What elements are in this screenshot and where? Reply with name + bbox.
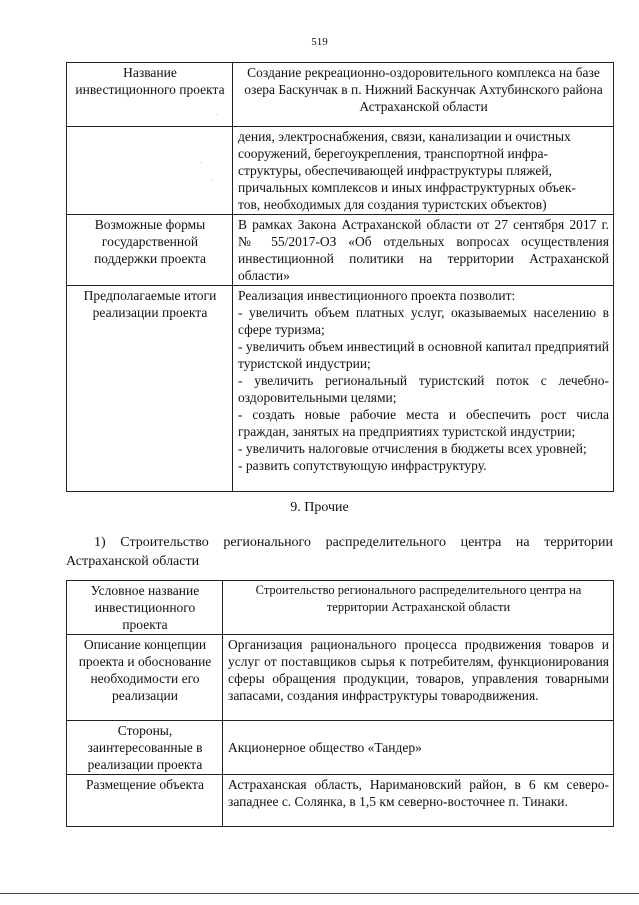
list-item: - развить сопутствующую инфраструктуру. xyxy=(238,458,487,473)
location-value: Астраханская область, Наримановский район, в 6 км северо-западнее с. Солянка, в 1,5 км северно-восточнее п. Тинаки. xyxy=(223,775,614,827)
section-title: 9. Прочие xyxy=(290,500,349,515)
table-row xyxy=(67,63,614,127)
list-item: - создать новые рабочие места и обеспечить рост числа граждан, занятых на предприятиях туристской индустрии; xyxy=(238,407,609,439)
concept-value: Организация рационального процесса продвижения товаров и услуг от поставщиков сырья к потребителям, функционирования сферы обращения продукции, товаров, управления товарными запасами, создания инфраструктуры товародвижения. xyxy=(223,635,614,721)
list-item: - увеличить объем платных услуг, оказываемых населению в сфере туризма; xyxy=(238,305,609,337)
project-title-value: Создание рекреационно-оздоровительного комплекса на базе озера Баскунчак в п. Нижний Баскунчак Ахтубинского района Астраханской области xyxy=(233,63,614,127)
row-label: Возможные формы государственной поддержки проекта xyxy=(67,215,233,286)
page-number: 519 xyxy=(311,36,328,48)
row-label: Стороны, заинтересованные в реализации проекта xyxy=(67,721,223,775)
bottom-divider xyxy=(0,893,639,894)
empty-label-cell xyxy=(67,127,233,215)
row-label: Размещение объекта xyxy=(67,775,223,827)
list-item: Реализация инвестиционного проекта позволит: xyxy=(238,288,516,303)
table-row xyxy=(67,775,614,827)
table-row xyxy=(67,581,614,635)
table-row xyxy=(67,127,614,215)
row-label: Условное название инвестиционного проекта xyxy=(67,581,223,635)
parties-value: Акционерное общество «Тандер» xyxy=(223,721,614,775)
table-row xyxy=(67,635,614,721)
row-label: Предполагаемые итоги реализации проекта xyxy=(67,286,233,492)
continuation-cell xyxy=(233,127,614,215)
investment-project-table-1 xyxy=(66,62,614,492)
table-row xyxy=(67,215,614,286)
table-row xyxy=(67,721,614,775)
text-line: тов, необходимых для создания туристских объектов) xyxy=(238,197,547,212)
paragraph: 1) Строительство регионального распределительного центра на территории Астраханской области xyxy=(66,535,613,569)
list-item: - увеличить налоговые отчисления в бюджеты всех уровней; xyxy=(238,441,587,456)
list-item: - увеличить региональный туристский поток с лечебно-оздоровительными целями; xyxy=(238,373,609,405)
scan-speck: · xyxy=(216,112,218,118)
table-row xyxy=(67,286,614,492)
scan-speck: · xyxy=(200,160,202,166)
text-line: структуры, обеспечивающей инфраструктуры пляжей, xyxy=(238,163,552,178)
text-line: дения, электроснабжения, связи, канализации и очистных xyxy=(238,129,571,144)
list-item: - увеличить объем инвестиций в основной капитал предприятий туристской индустрии; xyxy=(238,339,609,371)
text-line: сооружений, берегоукрепления, транспортной инфра- xyxy=(238,146,548,161)
investment-project-table-2 xyxy=(66,580,614,827)
row-label: Название инвестиционного проекта xyxy=(67,63,233,127)
expected-results-cell xyxy=(233,286,614,492)
scan-speck: · xyxy=(212,178,214,184)
text-line: причальных комплексов и иных инфраструктурных объек- xyxy=(238,180,576,195)
row-label: Описание концепции проекта и обоснование необходимости его реализации xyxy=(67,635,223,721)
project-title-value: Строительство регионального распределительного центра на территории Астраханской области xyxy=(223,581,614,635)
support-forms-value: В рамках Закона Астраханской области от 27 сентября 2017 г. № 55/2017-ОЗ «Об отдельных вопросах осуществления инвестиционной политики на территории Астраханской области» xyxy=(233,215,614,286)
